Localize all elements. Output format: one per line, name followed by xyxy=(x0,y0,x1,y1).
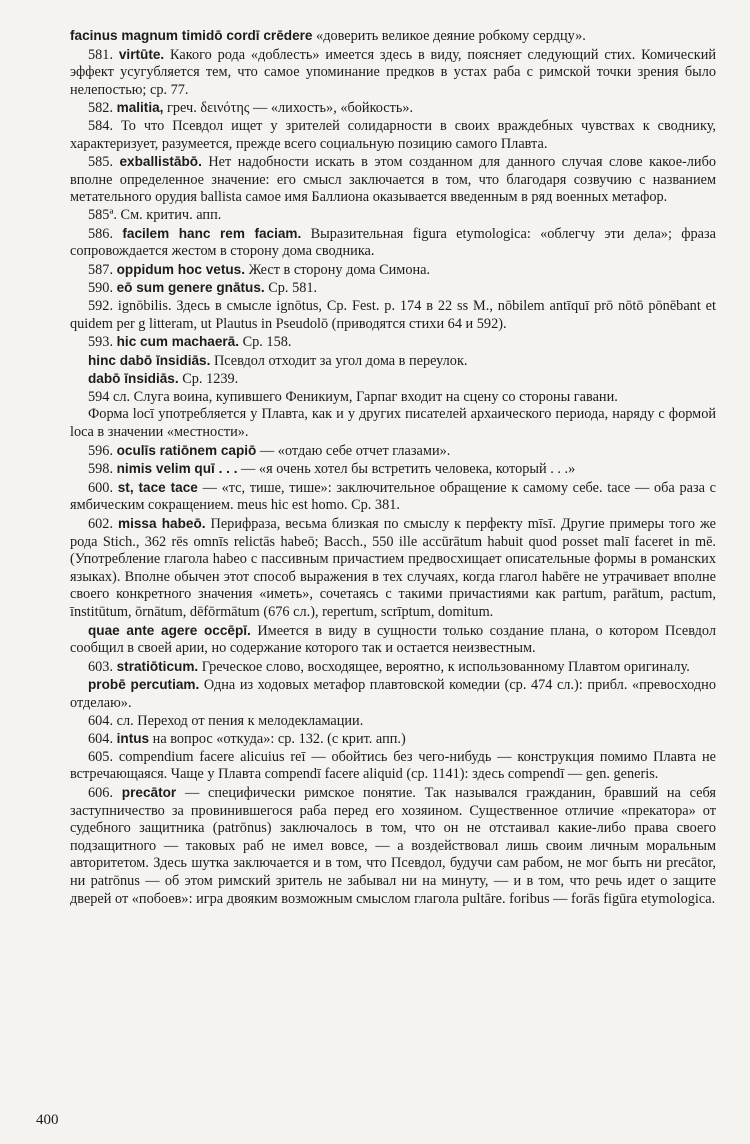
lemma: oppidum hoc vetus. xyxy=(116,261,245,277)
entry-number: 602. xyxy=(88,516,114,533)
entry-number: 585. xyxy=(88,154,114,171)
lemma: nimis velim quī . . . xyxy=(116,461,238,477)
entry-text: См. критич. апп. xyxy=(120,206,222,223)
commentary-paragraph xyxy=(70,622,716,658)
entry-text: «доверить великое деяние робкому сердцу». xyxy=(312,28,586,44)
commentary-paragraph xyxy=(70,27,716,46)
lemma: hic cum machaerā. xyxy=(116,334,240,350)
commentary-paragraph xyxy=(70,46,716,100)
commentary-paragraph xyxy=(70,515,716,622)
commentary-paragraph xyxy=(70,207,716,225)
commentary-paragraph xyxy=(70,225,716,261)
lemma: hinc dabō īnsidiās. xyxy=(88,352,211,368)
entry-text: Ср. 581. xyxy=(264,280,318,297)
entry-text: Какого рода «доблесть» имеется здесь в виду, поясняет следующий стих. Комический эффект усугубляется тем, что самое упоминание предков в устах раба с римской точки зрения было нелепостью; ср. 77. xyxy=(70,46,717,98)
lemma: dabō īnsidiās. xyxy=(88,371,179,387)
entry-text: ignōbilis. Здесь в смысле ignōtus, Cp. Fest. p. 174 в 22 ss M., nōbilem antīquī prō nōtō pōnēbant et quidem per g litteram, ut Plautus in Pseudolō (приводятся стихи 64 и 592). xyxy=(70,297,716,332)
commentary-paragraph xyxy=(70,352,716,371)
entry-number: 596. xyxy=(88,442,114,459)
commentary-text xyxy=(70,27,716,908)
entry-text: compendium facere alicuius reī — обойтись без чего-нибудь — конструкция помимо Плавта не встречающаяся. Чаще у Плавта compendī facere aliquid (ср. 1141): здесь compendī — gen. generis. xyxy=(70,748,716,783)
commentary-paragraph xyxy=(70,370,716,389)
entry-number: 592. xyxy=(88,297,114,314)
commentary-paragraph xyxy=(70,713,716,731)
commentary-paragraph xyxy=(70,389,716,407)
lemma: facilem hanc rem faciam. xyxy=(122,225,302,241)
commentary-paragraph xyxy=(70,153,716,207)
commentary-paragraph xyxy=(70,406,716,441)
commentary-paragraph xyxy=(70,261,716,280)
entry-number: 581. xyxy=(88,46,114,63)
lemma: eō sum genere gnātus. xyxy=(116,280,265,296)
lemma: facinus magnum timidō cordī crēdere xyxy=(70,28,313,43)
lemma: quae ante agere occēpī. xyxy=(88,622,251,638)
commentary-paragraph xyxy=(70,279,716,298)
lemma: intus xyxy=(116,731,150,747)
entry-text: Ср. 1239. xyxy=(178,371,239,388)
entry-text: Псевдол отходит за угол дома в переулок. xyxy=(210,352,468,369)
entry-text: сл. Слуга воина, купившего Феникиум, Гарпаг входит на сцену со стороны гавани. xyxy=(113,388,618,405)
entry-text: Выразительная figura etymologica: «облегчу эти дела»; фраза сопровождается жестом в сторону дома сводника. xyxy=(70,225,716,260)
entry-number: 593. xyxy=(88,334,114,351)
entry-text: Жест в сторону дома Симона. xyxy=(245,261,431,278)
lemma: missa habeō. xyxy=(118,516,206,532)
commentary-paragraph xyxy=(70,460,716,479)
commentary-paragraph xyxy=(70,442,716,461)
lemma: virtūte. xyxy=(118,46,165,62)
lemma: precātor xyxy=(121,784,177,800)
lemma: st, tace tace xyxy=(117,479,198,495)
entry-text: Форма locī употребляется у Плавта, как и у других писателей архаического периода, наряду с формой loca в значении «местности». xyxy=(70,406,716,441)
entry-text: — «тс, тише, тише»: заключительное обращение к самому себе. tace — оба раза с ямбическим сокращением. meus hic est homo. Ср. 381. xyxy=(70,479,717,514)
entry-number: 605. xyxy=(88,748,114,765)
entry-text: — специфически римское понятие. Так назывался гражданин, бравший на себя заступничество за провинившегося раба перед его хозяином. Существенное отличие «прекатора» от судебного защитника (patrōnus) заключалось в том, что он не отстаивал какие-либо права своего подзащитного — таковых раб не имел вовсе, — а воздействовал лишь своим личным моральным авторитетом. Здесь шутка заключается и в том, что Псевдол, будучи сам рабом, не мог быть ни precātor, ни patrōnus — об этом римский зритель не забывал ни на минуту, — и в том, что речь идет о защите дверей от «побоев»: игра двояким возможным смыслом глагола pultāre. foribus — forās figūra etymologica. xyxy=(70,784,717,907)
entry-number: 606. xyxy=(88,784,114,801)
entry-number: 585ª. xyxy=(88,206,117,223)
commentary-paragraph xyxy=(70,784,716,908)
entry-number: 584. xyxy=(88,117,114,134)
entry-number: 603. xyxy=(88,658,114,675)
commentary-paragraph xyxy=(70,479,716,515)
entry-text: сл. Переход от пения к мелодекламации. xyxy=(116,712,364,729)
commentary-paragraph xyxy=(70,730,716,749)
commentary-paragraph xyxy=(70,749,716,784)
entry-number: 587. xyxy=(88,261,114,278)
entry-text: Ср. 158. xyxy=(239,334,292,351)
entry-number: 598. xyxy=(88,461,114,478)
page-number: 400 xyxy=(36,1112,59,1128)
entry-number: 594 xyxy=(88,388,110,405)
lemma: malitia, xyxy=(116,100,164,116)
entry-number: 586. xyxy=(88,225,114,242)
lemma: oculīs ratiōnem capiō xyxy=(116,442,257,458)
entry-text: Нет надобности искать в этом созданном для данного случая слове какое-либо вполне определенное значение: его смысл заключается в том, что благодаря созвучию с названием метательного орудия ballista самое имя Баллиона оказывается введенным в ряд военных метафор. xyxy=(70,154,717,206)
commentary-paragraph xyxy=(70,298,716,333)
entry-text: Перифраза, весьма близкая по смыслу к перфекту mīsī. Другие примеры того же рода Stich., 362 rēs omnīs relictās habeō; Bacch., 550 ille accūrātum habuit quod posset malī faceret in mē. (Употребление глагола habeo с пассивным причастием предвосхищает описательные формы в романских языках). Вполне обычен этот способ выражения в тех случаях, когда глагол habēre не утрачивает вполне своего конкретного значения «иметь», сочетаясь с такими причастиями как partum, parātum, pactum, īnstitūtum, ōrnātum, dēfōrmātum (676 сл.), repertum, scrīptum, domitum. xyxy=(70,516,716,620)
entry-number: 604. xyxy=(88,731,114,748)
commentary-paragraph xyxy=(70,118,716,153)
entry-number: 590. xyxy=(88,280,114,297)
entry-text: Одна из ходовых метафор плавтовской комедии (ср. 474 сл.): прибл. «превосходно отделаю». xyxy=(70,677,716,711)
commentary-paragraph xyxy=(70,658,716,677)
entry-number: 604. xyxy=(88,712,114,729)
entry-number: 600. xyxy=(88,479,114,496)
lemma: stratiōticum. xyxy=(116,658,199,674)
entry-text: То что Псевдол ищет у зрителей солидарности в своих враждебных чувствах к своднику, характеризует, разумеется, прежде всего социальную позицию самого Плавта. xyxy=(70,117,716,152)
entry-text: — «я очень хотел бы встретить человека, который . . .» xyxy=(237,461,576,478)
entry-number: 582. xyxy=(88,100,114,117)
commentary-paragraph xyxy=(70,99,716,118)
entry-text: на вопрос «откуда»: ср. 132. (с крит. апп.) xyxy=(149,731,406,748)
commentary-paragraph xyxy=(70,333,716,352)
entry-text: Греческое слово, восходящее, вероятно, к использованному Плавтом оригиналу. xyxy=(198,658,690,675)
lemma: probē percutiam. xyxy=(88,677,200,693)
commentary-paragraph xyxy=(70,676,716,712)
entry-text: Имеется в виду в сущности только создание плана, о котором Псевдол сообщил в своей арии, но содержание которого так и остается неизвестным. xyxy=(70,622,716,657)
lemma: exballistābō. xyxy=(119,154,202,170)
entry-text: — «отдаю себе отчет глазами». xyxy=(256,442,451,459)
entry-text: греч. δεινότης — «лихость», «бойкость». xyxy=(163,100,414,117)
